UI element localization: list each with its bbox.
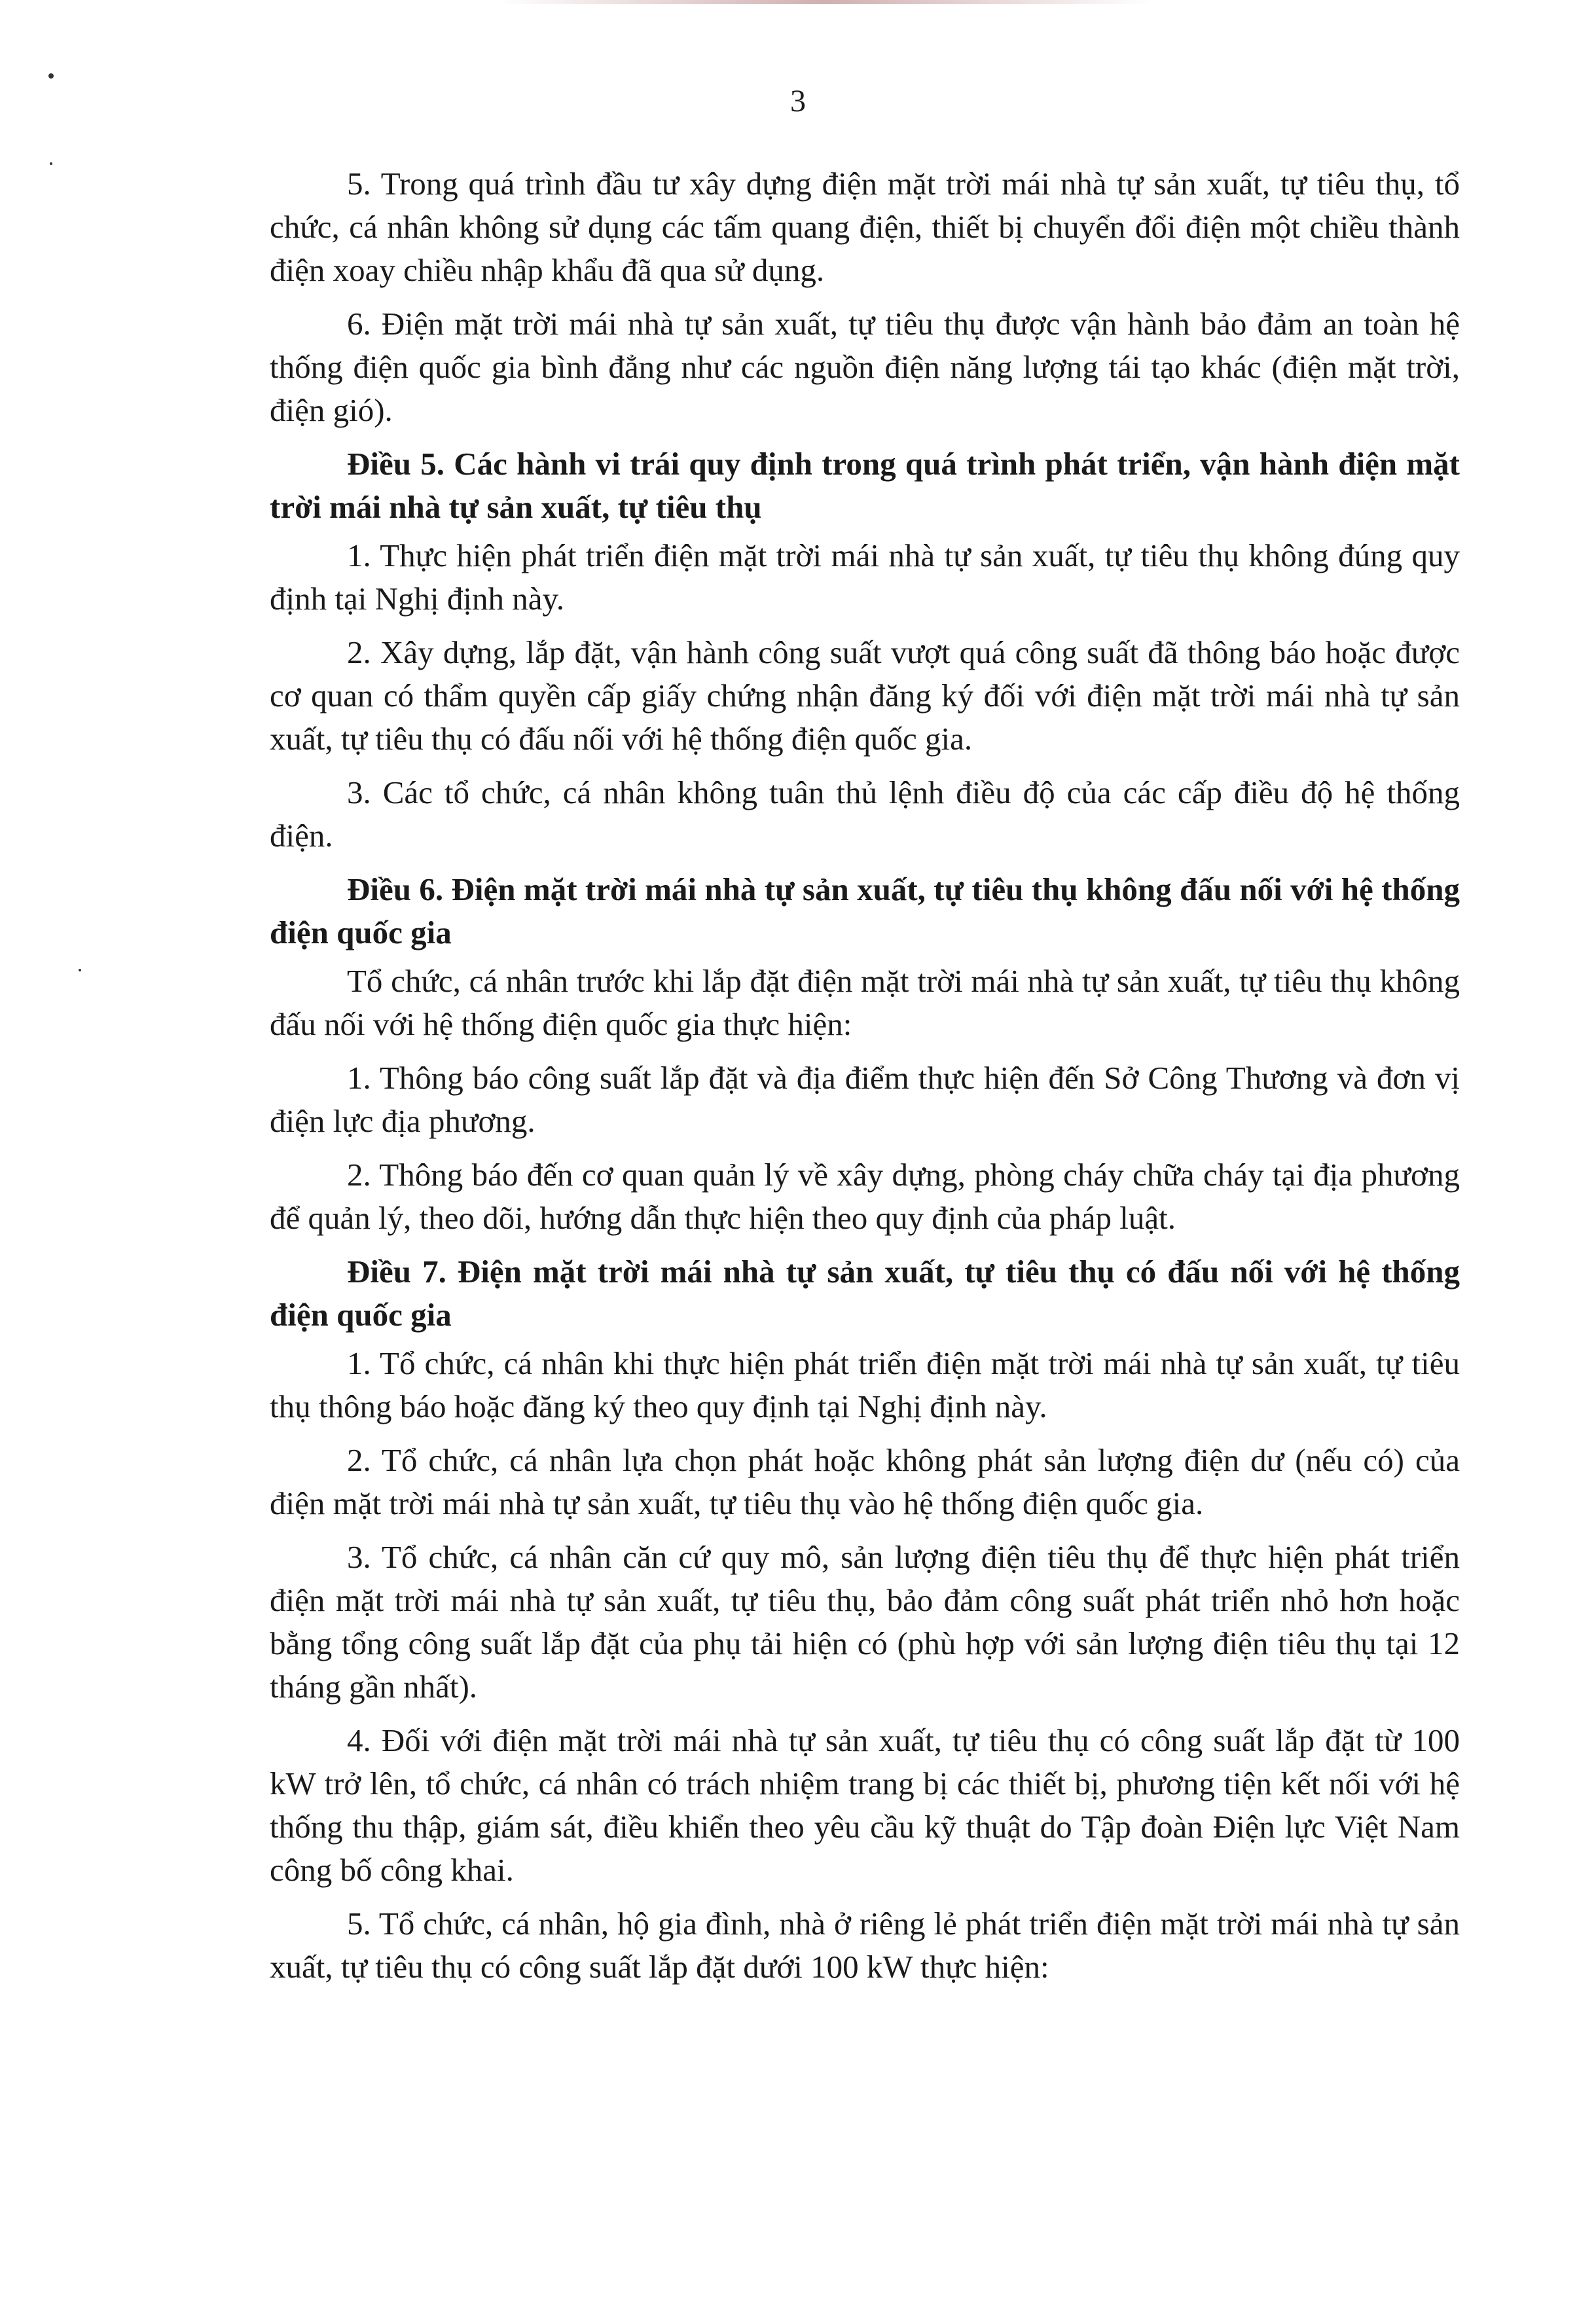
paragraph-clause-7-4: 4. Đối với điện mặt trời mái nhà tự sản xuất, tự tiêu thụ có công suất lắp đặt từ 100 kW trở lên, tổ chức, cá nhân có trách nhiệm trang bị các thiết bị, phương tiện kết nối với hệ thống thu thập, giám sát, điều khiển theo yêu cầu kỹ thuật do Tập đoàn Điện lực Việt Nam công bố công khai. — [270, 1722, 1460, 1888]
paragraph-clause-7-2: 2. Tổ chức, cá nhân lựa chọn phát hoặc không phát sản lượng điện dư (nếu có) của điện mặt trời mái nhà tự sản xuất, tự tiêu thụ vào hệ thống điện quốc gia. — [270, 1442, 1460, 1521]
scan-speck — [50, 162, 52, 165]
paragraph-clause-7-3: 3. Tổ chức, cá nhân căn cứ quy mô, sản lượng điện tiêu thụ để thực hiện phát triển điện mặt trời mái nhà tự sản xuất, tự tiêu thụ, bảo đảm công suất phát triển nhỏ hơn hoặc bằng tổng công suất lắp đặt của phụ tải hiện có (phù hợp với sản lượng điện tiêu thụ tại 12 tháng gần nhất). — [270, 1539, 1460, 1705]
article-5-heading: Điều 5. Các hành vi trái quy định trong quá trình phát triển, vận hành điện mặt trời mái nhà tự sản xuất, tự tiêu thụ — [270, 446, 1460, 525]
document-body — [270, 162, 1460, 1999]
paragraph-article-6-intro: Tổ chức, cá nhân trước khi lắp đặt điện mặt trời mái nhà tự sản xuất, tự tiêu thụ không đấu nối với hệ thống điện quốc gia thực hiện: — [270, 963, 1460, 1042]
paragraph-clause-5-3: 3. Các tổ chức, cá nhân không tuân thủ lệnh điều độ của các cấp điều độ hệ thống điện. — [270, 774, 1460, 854]
article-6-heading: Điều 6. Điện mặt trời mái nhà tự sản xuất, tự tiêu thụ không đấu nối với hệ thống điện quốc gia — [270, 871, 1460, 950]
scan-speck — [79, 969, 81, 971]
paragraph-clause-7-5: 5. Tổ chức, cá nhân, hộ gia đình, nhà ở riêng lẻ phát triển điện mặt trời mái nhà tự sản xuất, tự tiêu thụ có công suất lắp đặt dưới 100 kW thực hiện: — [270, 1906, 1460, 1985]
page-number: 3 — [790, 84, 806, 118]
scan-speck — [48, 73, 54, 79]
paragraph-clause-5-1: 1. Thực hiện phát triển điện mặt trời mái nhà tự sản xuất, tự tiêu thụ không đúng quy định tại Nghị định này. — [270, 537, 1460, 617]
scan-top-edge — [498, 0, 1152, 4]
paragraph-clause-6-2: 2. Thông báo đến cơ quan quản lý về xây dựng, phòng cháy chữa cháy tại địa phương để quản lý, theo dõi, hướng dẫn thực hiện theo quy định của pháp luật. — [270, 1157, 1460, 1236]
paragraph-clause-4-5: 5. Trong quá trình đầu tư xây dựng điện mặt trời mái nhà tự sản xuất, tự tiêu thụ, tổ chức, cá nhân không sử dụng các tấm quang điện, thiết bị chuyển đổi điện một chiều thành điện xoay chiều nhập khẩu đã qua sử dụng. — [270, 166, 1460, 288]
paragraph-clause-4-6: 6. Điện mặt trời mái nhà tự sản xuất, tự tiêu thụ được vận hành bảo đảm an toàn hệ thống điện quốc gia bình đẳng như các nguồn điện năng lượng tái tạo khác (điện mặt trời, điện gió). — [270, 306, 1460, 428]
paragraph-clause-5-2: 2. Xây dựng, lắp đặt, vận hành công suất vượt quá công suất đã thông báo hoặc được cơ quan có thẩm quyền cấp giấy chứng nhận đăng ký đối với điện mặt trời mái nhà tự sản xuất, tự tiêu thụ có đấu nối với hệ thống điện quốc gia. — [270, 634, 1460, 757]
article-7-heading: Điều 7. Điện mặt trời mái nhà tự sản xuất, tự tiêu thụ có đấu nối với hệ thống điện quốc gia — [270, 1254, 1460, 1333]
paragraph-clause-6-1: 1. Thông báo công suất lắp đặt và địa điểm thực hiện đến Sở Công Thương và đơn vị điện lực địa phương. — [270, 1060, 1460, 1139]
paragraph-clause-7-1: 1. Tổ chức, cá nhân khi thực hiện phát triển điện mặt trời mái nhà tự sản xuất, tự tiêu thụ thông báo hoặc đăng ký theo quy định tại Nghị định này. — [270, 1345, 1460, 1424]
